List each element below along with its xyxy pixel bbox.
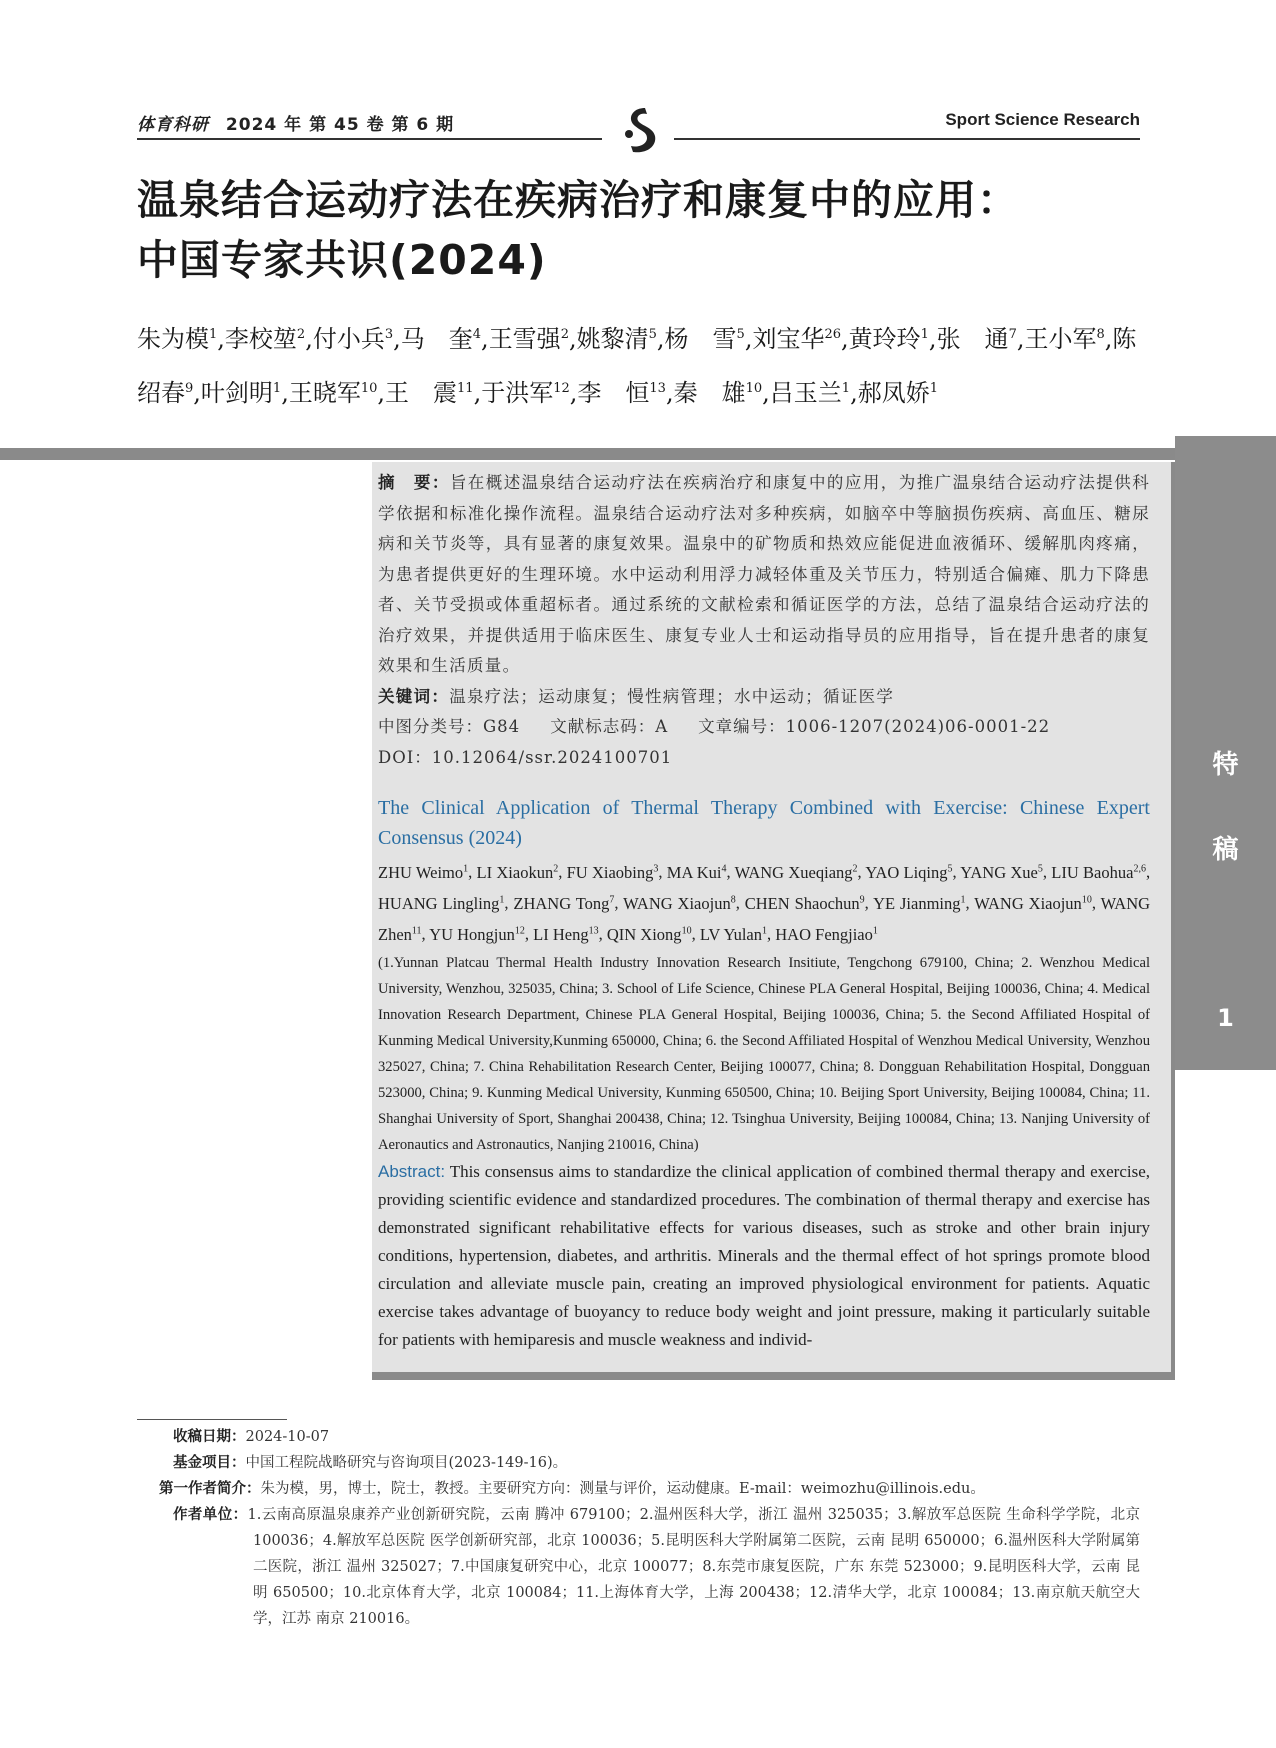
author-cn [385, 379, 474, 407]
author-cn-name: 刘宝华 [752, 325, 825, 353]
author-cn-affiliation: 10 [360, 381, 378, 396]
author-en-name: LIU Baohua [1051, 862, 1134, 882]
author-cn [858, 379, 938, 407]
author-en [1051, 863, 1146, 882]
english-abstract [378, 1158, 1150, 1354]
author-en [775, 925, 878, 944]
author-cn-affiliation: 5 [648, 327, 657, 342]
author-en-affiliation: 3 [653, 863, 659, 874]
author-cn-affiliation: 1 [272, 381, 282, 396]
author-en-affiliation: 2 [553, 863, 559, 874]
title-line-1: 温泉结合运动疗法在疾病治疗和康复中的应用： [137, 176, 1019, 224]
author-en [667, 863, 727, 882]
running-header [137, 106, 1140, 146]
author-cn-affiliation: 2 [296, 327, 306, 342]
keywords-text: 温泉疗法；运动康复；慢性病管理；水中运动；循证医学 [449, 686, 895, 706]
author-cn-name: 李 恒 [577, 379, 650, 407]
english-abstract-label: Abstract: [378, 1162, 446, 1181]
author-cn [752, 325, 841, 353]
author-en-name: YAO Liqing [865, 862, 948, 882]
author-en-affiliation: 1 [960, 894, 966, 905]
received-date [173, 1424, 1140, 1450]
author-cn-name: 黄玲玲 [848, 325, 921, 353]
header-rule-left [137, 138, 602, 140]
author-en-name: WANG Xueqiang [734, 862, 853, 882]
author-en [607, 925, 692, 944]
author-en-name: YE Jianming [873, 893, 961, 913]
journal-name-en: Sport Science Research [945, 110, 1140, 129]
author-en [429, 925, 525, 944]
author-en [735, 863, 858, 882]
document-code: 文献标志码：A [550, 717, 669, 736]
author-en [865, 863, 952, 882]
author-cn-name: 吕玉兰 [769, 379, 842, 407]
author-cn-affiliation: 7 [1008, 327, 1017, 342]
author-en-affiliation: 13 [588, 925, 599, 936]
author-en-name: FU Xiaobing [566, 862, 654, 882]
author-cn-affiliation: 10 [745, 381, 763, 396]
author-cn-name: 朱为模 [137, 325, 209, 353]
footnote-rule [137, 1419, 287, 1420]
author-en-affiliation: 10 [681, 925, 692, 936]
author-en-name: MA Kui [666, 862, 722, 882]
title-line-2: 中国专家共识(2024) [137, 236, 547, 284]
footnotes [159, 1424, 1141, 1632]
abstract-cn-label: 摘 要： [378, 473, 450, 492]
doi: DOI：10.12064/ssr.2024100701 [378, 747, 673, 767]
author-en-name: WANG Xiaojun [974, 893, 1082, 913]
author-en-affiliation: 12 [514, 925, 525, 936]
author-cn [401, 325, 481, 353]
fund-project [173, 1450, 1140, 1476]
author-en-affiliation: 8 [730, 894, 736, 905]
author-en-affiliation: 1 [762, 925, 768, 936]
author-cn-name: 张 通 [936, 325, 1009, 353]
author-cn [313, 325, 393, 353]
column-tab-char-2: 稿 [1212, 835, 1239, 865]
author-en-affiliation: 4 [721, 863, 727, 874]
author-en [477, 863, 559, 882]
author-cn [289, 379, 378, 407]
keywords [378, 682, 1150, 713]
author-cn-affiliation: 1 [209, 327, 218, 342]
author-en-name: YANG Xue [960, 862, 1038, 882]
abstract-box [372, 462, 1175, 1380]
english-affiliations: (1.Yunnan Platcau Thermal Health Industry Innovation Research Insitiute, Tengchong 679100, China; 2. Wenzhou Medical University, Wenzhou, 325035, China; 3. School of Life Science, Chinese PLA General Hospital, Beijing 100036, China; 4. Medical Innovation Research Department, Chinese PLA General Hospital, Beijing 100036, China; 5. the Second Affiliated Hospital of Kunming Medical University,Kunming 650000, China; 6. the Second Affiliated Hospital of Wenzhou Medical University, Wenzhou 325027, China; 7. China Rehabilitation Research Center, Beijing 100077, China; 8. Dongguan Rehabilitation Hospital, Dongguan 523000, China; 9. Kunming Medical University, Kunming 650500, China; 10. Beijing Sport University, Beijing 100084, China; 11. Shanghai University of Sport, Shanghai 200438, China; 12. Tsinghua University, Beijing 100084, China; 13. Nanjing University of Aeronautics and Astronautics, Nanjing 210016, China) [378, 955, 1150, 1153]
header-rule-right [674, 138, 1140, 140]
author-en [745, 894, 865, 913]
journal-name-cn: 体育科研 [137, 115, 209, 135]
article-number: 文章编号：1006-1207(2024)06-0001-22 [698, 717, 1051, 736]
author-cn-name: 王雪强 [488, 325, 561, 353]
journal-logo-icon [617, 104, 661, 156]
issue-info: 2024 年 第 45 卷 第 6 期 [225, 115, 455, 135]
page-number: 1 [1217, 1004, 1234, 1032]
author-cn [674, 379, 763, 407]
author-cn [770, 379, 850, 407]
author-cn-affiliation: 5 [736, 327, 745, 342]
english-abstract-text: This consensus aims to standardize the clinical application of combined thermal therapy and exercise, providing scientific evidence and standardized procedures. The combination of thermal therapy and exercise has demonstrated significant rehabilitative effects for various diseases, such as stroke and other brain injury conditions, hypertension, diabetes, and arthritis. Minerals and the thermal effect of hot springs promote blood circulation and alleviate muscle pain, creating an improved physiological environment for patients. Aquatic exercise takes advantage of buoyancy to reduce body weight and joint pressure, making it particularly suitable for patients with hemiparesis and muscle weakness and individ- [378, 1162, 1151, 1349]
author-cn-affiliation: 9 [185, 381, 194, 396]
author-cn-affiliation: 2 [560, 327, 569, 342]
author-en [513, 894, 614, 913]
author-en [960, 863, 1043, 882]
author-cn [1024, 325, 1104, 353]
author-cn [577, 325, 657, 353]
author-cn-name: 李校堃 [224, 325, 297, 353]
bio-value: 朱为模，男，博士，院士，教授。主要研究方向：测量与评价，运动健康。E-mail：weimozhu@illinois.edu。 [260, 1481, 985, 1497]
section-divider-bar [0, 448, 1276, 460]
author-en [378, 894, 504, 913]
author-en-affiliation: 2 [852, 863, 858, 874]
author-en-name: WANG Zhen [378, 893, 1151, 944]
author-cn-name: 马 奎 [400, 325, 473, 353]
author-cn-affiliation: 4 [472, 327, 482, 342]
author-cn-affiliation: 1 [841, 381, 851, 396]
author-en-name: LV Yulan [699, 924, 763, 944]
author-en-affiliation: 7 [609, 894, 615, 905]
author-cn-name: 郝凤娇 [857, 379, 930, 407]
author-cn-affiliation: 12 [553, 381, 570, 396]
author-cn-name: 姚黎清 [576, 325, 649, 353]
author-cn-affiliation: 3 [384, 327, 394, 342]
author-cn [849, 325, 929, 353]
author-cn [225, 325, 305, 353]
author-cn [665, 325, 745, 353]
author-en [533, 925, 598, 944]
author-cn [481, 379, 570, 407]
author-cn-affiliation: 8 [1096, 327, 1105, 342]
author-en-affiliation: 9 [859, 894, 865, 905]
units-label: 作者单位： [173, 1507, 248, 1523]
author-en [974, 894, 1092, 913]
author-en [567, 863, 659, 882]
author-en-affiliation: 11 [411, 925, 422, 936]
author-en-affiliation: 5 [1037, 863, 1043, 874]
author-cn [489, 325, 569, 353]
received-label: 收稿日期： [173, 1429, 246, 1445]
abstract-cn [378, 468, 1150, 682]
author-en-name: HUANG Lingling [378, 893, 500, 913]
author-en-affiliation: 10 [1081, 894, 1092, 905]
author-en-name: WANG Xiaojun [623, 893, 731, 913]
column-tab-char-1: 特 [1212, 750, 1239, 780]
author-en-affiliation: 1 [872, 925, 878, 936]
article-title [137, 170, 1147, 290]
author-en [873, 894, 965, 913]
author-en [700, 925, 767, 944]
classification-line [378, 712, 1150, 743]
author-cn-affiliation: 1 [920, 327, 929, 342]
author-units [173, 1502, 1140, 1632]
author-cn-name: 叶剑明 [200, 379, 273, 407]
author-en-name: ZHU Weimo [378, 862, 464, 882]
author-cn-name: 杨 雪 [664, 325, 737, 353]
author-cn-name: 王 震 [385, 379, 458, 407]
english-title: The Clinical Application of Thermal Therapy Combined with Exercise: Chinese Expert Consensus (2024) [378, 797, 1150, 849]
column-tab [1175, 436, 1276, 1070]
author-cn-name: 付小兵 [312, 325, 385, 353]
author-cn-name: 王晓军 [288, 379, 361, 407]
author-en-affiliation: 2,6 [1133, 863, 1146, 874]
clc-number: 中图分类号：G84 [378, 717, 521, 736]
author-en [378, 863, 468, 882]
bio-label: 第一作者简介： [159, 1481, 261, 1497]
author-cn-affiliation: 1 [929, 381, 938, 396]
author-cn-name: 秦 雄 [673, 379, 746, 407]
author-list-cn: 朱为模$^1$,李校堃$^2$,付小兵$^3$,马 奎$^4$,王雪强$^2$,姚黎清$^5$,杨 雪$^5$,刘宝华$^{26}$,黄玲玲$^1$,张 通$^7$,王小军$^8$,陈绍春$^9$,叶剑明$^1$,王晓军$^{10}$,王 震$^{11}$,于洪军$^{12}$,李 恒$^{13}$,秦 雄$^{10}$,吕玉兰$^1$,郝凤娇$^1$ [137, 325, 1137, 407]
author-en-name: ZHANG Tong [513, 893, 610, 913]
fund-value: 中国工程院战略研究与咨询项目(2023-149-16)。 [245, 1455, 568, 1471]
author-cn-affiliation: 26 [824, 327, 841, 342]
author-cn [201, 379, 281, 407]
author-en-affiliation: 1 [463, 863, 469, 874]
author-cn-affiliation: 13 [649, 381, 666, 396]
first-author-bio [159, 1476, 1140, 1502]
author-cn [577, 379, 666, 407]
author-en-name: QIN Xiong [606, 924, 682, 944]
author-en-affiliation: 1 [499, 894, 505, 905]
units-value: 1.云南高原温泉康养产业创新研究院，云南 腾冲 679100；2.温州医科大学，浙江 温州 325035；3.解放军总医院 生命科学学院，北京 100036；4.解放军总医院 医学创新研究部，北京 100036；5.昆明医科大学附属第二医院，云南 昆明 650000；6.温州医科大学附属第二医院，浙江 温州 325027；7.中国康复研究中心，北京 100077；8.东莞市康复医院，广东 东莞 523000；9.昆明医科大学，云南 昆明 650500；10.北京体育大学，北京 100084；11.上海体育大学，上海 200438；12.清华大学，北京 100084；13.南京航天航空大学，江苏 南京 210016。 [247, 1507, 1141, 1627]
journal-issue [137, 110, 454, 135]
author-en-name: CHEN Shaochun [744, 893, 860, 913]
author-list-en: ZHU Weimo$^1$, LI Xiaokun$^2$, FU Xiaobing$^3$, MA Kui$^4$, WANG Xueqiang$^2$, YAO Liqing$^5$, YANG Xue$^5$, LIU Baohua$^{2,6}$, HUANG Lingling$^1$, ZHANG Tong$^7$, WANG Xiaojun$^8$, CHEN Shaochun$^9$, YE Jianming$^1$, WANG Xiaojun$^{10}$, WANG Zhen$^{11}$, YU Hongjun$^{12}$, LI Heng$^{13}$, QIN Xiong$^{10}$, LV Yulan$^1$, HAO Fengjiao$^1$ [378, 862, 1151, 944]
author-en-name: HAO Fengjiao [775, 924, 873, 944]
author-en-name: YU Hongjun [429, 924, 515, 944]
author-cn-affiliation: 11 [457, 381, 474, 396]
received-value: 2024-10-07 [245, 1429, 330, 1445]
author-en-name: LI Heng [533, 924, 589, 944]
keywords-label: 关键词： [378, 686, 450, 706]
author-en-name: LI Xiaokun [476, 862, 554, 882]
author-en [623, 894, 736, 913]
author-cn-name: 陈绍春 [137, 325, 1137, 407]
abstract-cn-text: 旨在概述温泉结合运动疗法在疾病治疗和康复中的应用，为推广温泉结合运动疗法提供科学依据和标准化操作流程。温泉结合运动疗法对多种疾病，如脑卒中等脑损伤疾病、高血压、糖尿病和关节炎等，具有显著的康复效果。温泉中的矿物质和热效应能促进血液循环、缓解肌肉疼痛，为患者提供更好的生理环境。水中运动利用浮力减轻体重及关节压力，特别适合偏瘫、肌力下降患者、关节受损或体重超标者。通过系统的文献检索和循证医学的方法，总结了温泉结合运动疗法的治疗效果，并提供适用于临床医生、康复专业人士和运动指导员的应用指导，旨在提升患者的康复效果和生活质量。 [378, 473, 1150, 675]
author-en-affiliation: 5 [947, 863, 953, 874]
author-cn-name: 于洪军 [481, 379, 554, 407]
author-cn [937, 325, 1017, 353]
author-cn-name: 王小军 [1024, 325, 1097, 353]
fund-label: 基金项目： [173, 1455, 246, 1471]
author-cn [137, 325, 217, 353]
